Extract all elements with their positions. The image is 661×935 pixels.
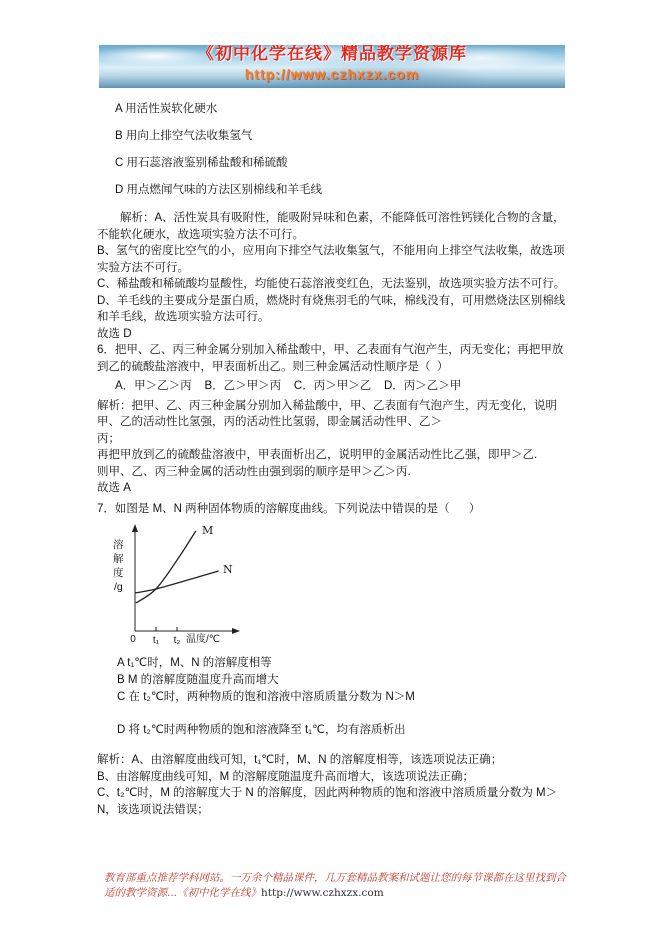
- q5-analysis-d: D、羊毛线的主要成分是蛋白质，燃烧时有烧焦羽毛的气味，棉线没有，可用燃烧法区别棉线和羊毛线，故选项实验方法可行。: [97, 294, 566, 323]
- solubility-chart: [105, 521, 275, 653]
- q5-analysis-a: 解析：A、活性炭具有吸附性，能吸附异味和色素，不能降低可溶性钙镁化合物的含量，不能软化硬水，故选项实验方法不可行。: [97, 212, 565, 241]
- q5-option-c: C 用石蕊溶液鉴别稀盐酸和稀硫酸: [115, 157, 288, 169]
- x-axis-arrow: [232, 628, 240, 634]
- q7-option-a: A t₁℃时，M、N 的溶解度相等: [117, 657, 272, 669]
- q6-stem: 6．把甲、乙、丙三种金属分别加入稀盐酸中，甲、乙表面有气泡产生，丙无变化；再把甲放到乙的硫酸盐溶液中，甲表面析出乙。则三种金属活动性顺序是（ ）: [97, 344, 564, 373]
- q7-option-c: C 在 t₂℃时，两种物质的饱和溶液中溶质质量分数为 N＞M: [117, 691, 415, 703]
- x-tick-t2: t₂: [173, 635, 181, 646]
- q5-option-d: D 用点燃闻气味的方法区别棉线和羊毛线: [115, 184, 322, 196]
- footer-url[interactable]: http://www.czhxzx.com: [261, 887, 384, 899]
- q7-stem: 7．如图是 M、N 两种固体物质的溶解度曲线。下列说法中错误的是（ ）: [97, 502, 481, 515]
- x-tick-zero: 0: [130, 634, 136, 645]
- site-banner: [99, 45, 565, 88]
- q7-analysis-a: 解析：A、由溶解度曲线可知，t₁℃时，M、N 的溶解度相等，该选项说法正确；: [97, 754, 503, 766]
- svg-text:溶: 溶: [113, 539, 124, 551]
- q6-options-line: A．甲＞乙＞丙 B．乙＞甲＞丙 C．丙＞甲＞乙 D．丙＞乙＞甲: [115, 380, 462, 392]
- svg-text:/g: /g: [114, 581, 123, 593]
- curve-N-label: N: [223, 563, 233, 576]
- banner-url: http://www.czhxzx.com: [244, 66, 420, 82]
- document-content: [97, 96, 573, 818]
- solubility-curve-svg: [105, 521, 275, 653]
- x-axis-label: 温度/℃: [186, 634, 221, 645]
- q7-analysis-b: B、由溶解度曲线可知，M 的溶解度随温度升高而增大，该选项说法正确；: [97, 770, 474, 783]
- svg-text:解: 解: [113, 553, 124, 565]
- q5-analysis-b: B、氢气的密度比空气的小，应用向下排空气法收集氢气，不能用向上排空气法收集，故选项实验方法不可行。: [97, 245, 565, 274]
- q6-answer: 故选 A: [97, 482, 131, 494]
- q5-answer: 故选 D: [97, 327, 132, 340]
- svg-text:度: 度: [113, 567, 124, 579]
- q6-analysis-3: 再把甲放到乙的硫酸盐溶液中，甲表面析出乙，说明甲的金属活动性比乙强，即甲＞乙.: [97, 449, 538, 461]
- q6-analysis-1: 解析：把甲、乙、丙三种金属分别加入稀盐酸中，甲、乙表面有气泡产生，丙无变化，说明甲、乙的活动性比氢强，丙的活动性比氢弱，即金属活动性甲、乙＞: [97, 399, 557, 428]
- y-axis-arrow: [132, 524, 138, 532]
- curve-N: [135, 571, 219, 593]
- q5-options: [97, 96, 573, 204]
- q6-analysis-4: 则甲、乙、丙三种金属的活动性由强到弱的顺序是甲＞乙＞丙.: [97, 465, 411, 478]
- chart-axes: [132, 524, 240, 634]
- q5-analysis-c: C、稀盐酸和稀硫酸均显酸性，均能使石蕊溶液变红色，无法鉴别，故选项实验方法不可行。: [97, 278, 566, 290]
- curve-M-label: M: [202, 524, 214, 537]
- q7-option-d: D 将 t₂℃时两种物质的饱和溶液降至 t₁℃，均有溶质析出: [117, 724, 406, 736]
- q5-option-b: B 用向上排空气法收集氢气: [115, 130, 253, 142]
- q6-analysis-2: 丙；: [97, 432, 120, 445]
- x-tick-t1: t₁: [152, 635, 160, 646]
- q7-option-b: B M 的溶解度随温度升高而增大: [117, 674, 279, 686]
- footer-text: 教育部重点推荐学科网站。一万余个精品课件，几万套精品教案和试题让您的每节课都在这里找到合适的教学资源...《初中化学在线》: [104, 872, 566, 899]
- curve-M: [136, 531, 196, 603]
- footer-note: [104, 871, 566, 901]
- q5-option-a: A 用活性炭软化硬水: [115, 103, 218, 115]
- y-axis-label: [113, 538, 124, 593]
- q7-analysis-c: C、t₂℃时，M 的溶解度大于 N 的溶解度，因此两种物质的饱和溶液中溶质质量分数为 M＞N，该选项说法错误；: [97, 787, 558, 816]
- banner-title: 《初中化学在线》精品教学资源库: [197, 45, 467, 64]
